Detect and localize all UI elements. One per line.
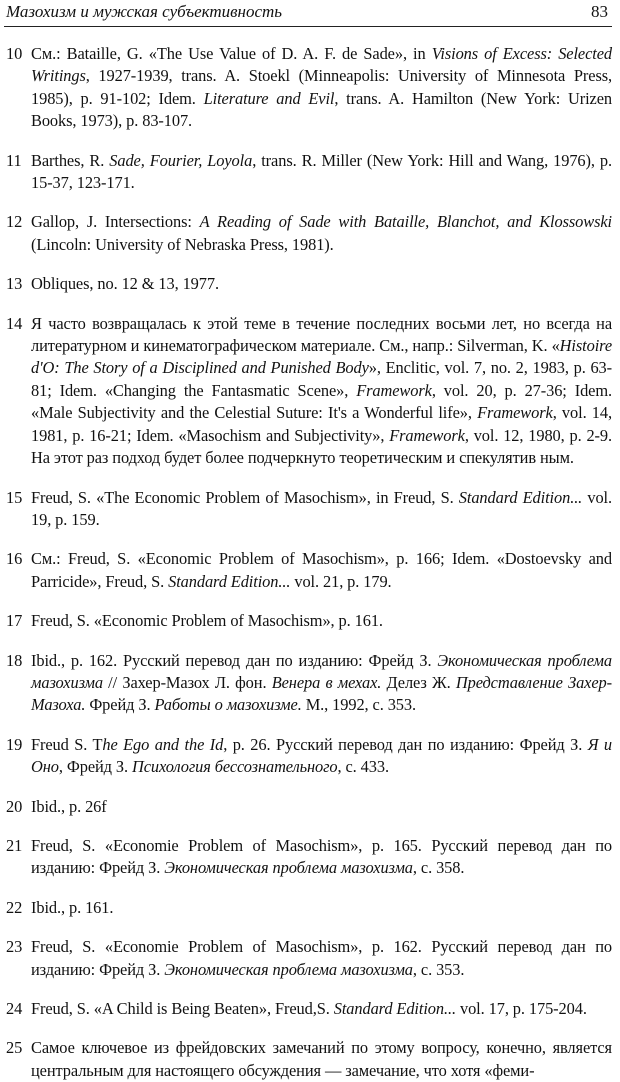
footnote-italic-segment: Framework (477, 403, 553, 423)
footnotes-list (4, 43, 612, 1082)
footnote-text (31, 999, 587, 1018)
footnote-text-segment: // Захер-Мазох Л. фон. (102, 672, 272, 692)
footnote-italic-segment: Sade, Fourier, Loyola (109, 150, 253, 170)
footnote-text-segment: Obliques, no. 12 & 13, 1977. (31, 274, 219, 294)
footnote-number: 22 (6, 897, 23, 917)
footnote-text-segment: Gallop, J. Intersections: (31, 212, 200, 232)
footnote-number: 11 (6, 150, 22, 170)
footnote-text-segment: , p. 26. Русский перевод дан по изданию: Фрейд З. (223, 734, 588, 754)
footnote-text-segment: Freud, S. «Economie Problem of Masochism», p. 165. Русский перевод дан по изданию: Фрейд З. (31, 835, 612, 878)
footnote-21 (4, 835, 612, 880)
footnote-text-segment: , vol. 20, p. 27-36; Idem. «Male Subjectivity and the Celestial Suture: It's a Wonderful life», (31, 380, 612, 423)
footnote-text-segment: Ibid., p. 161. (31, 897, 114, 917)
footnote-number: 12 (6, 212, 23, 232)
footnote-text (31, 937, 612, 978)
footnote-text-segment: Freud, S. «A Child is Being Beaten», Freud,S. (31, 999, 334, 1018)
footnote-italic-segment: Literature and Evil (203, 88, 335, 108)
footnote-italic-segment: Работы о мазохизме. (154, 695, 302, 715)
footnote-text-segment: Самое ключевое из фрейдовских замечаний по этому вопросу, конечно, является центральным для настоящего обсуждения — замечание, что хотя «феми- (31, 1038, 612, 1080)
footnote-italic-segment: Standard Edition... (333, 999, 456, 1018)
footnote-text-segment: , с. 433. (337, 757, 389, 777)
footnote-number: 25 (6, 1038, 23, 1058)
footnote-text (31, 836, 612, 877)
footnote-text-segment: Делез Ж. (381, 672, 456, 692)
footnote-text-segment: (Lincoln: University of Nebraska Press, 1981). (31, 234, 334, 254)
footnote-16 (4, 548, 612, 593)
footnote-15 (4, 487, 612, 532)
footnote-10 (4, 43, 612, 133)
page-number: 83 (591, 2, 608, 21)
footnote-number: 17 (6, 611, 23, 631)
footnote-19 (4, 734, 612, 779)
footnote-text-segment: См.: Bataille, G. «The Use Value of D. A. F. de Sade», in (31, 44, 432, 63)
footnote-text-segment: , с. 358. (412, 858, 465, 878)
footnote-number: 24 (6, 999, 23, 1018)
footnote-text-segment: Freud, S. «The Economic Problem of Masochism», in Freud, S. (31, 487, 459, 507)
footnote-text (31, 488, 612, 529)
footnote-italic-segment: Венера в мехах. (271, 672, 382, 692)
footnote-text-segment: », Enclitic, vol. 7, no. 2, 1983, p. 63-81; Idem. «Changing the Fantasmatic Scene», (31, 358, 612, 400)
footnote-18 (4, 650, 612, 717)
footnote-text (31, 212, 612, 253)
footnote-number: 13 (6, 274, 23, 294)
footnote-text-segment: См.: Freud, S. «Economic Problem of Masochism», p. 166; Idem. «Dostoevsky and Parricide», Freud, S. (31, 549, 612, 591)
footnote-12 (4, 211, 612, 256)
footnote-text (31, 274, 219, 293)
footnote-17 (4, 610, 612, 632)
footnote-25 (4, 1037, 612, 1082)
footnote-number: 10 (6, 44, 23, 63)
running-header-title: Мазохизм и мужская субъективность (6, 2, 283, 21)
footnote-text-segment: vol. 17, p. 175-204. (455, 999, 587, 1018)
footnote-text (31, 1038, 612, 1079)
footnote-italic-segment: Экономическая проблема мазохизма (164, 959, 413, 979)
footnote-text (31, 549, 612, 590)
footnote-italic-segment: Экономическая проблема мазохизма (31, 650, 613, 692)
footnote-text-segment: Freud, S. «Economic Problem of Masochism», p. 161. (31, 611, 383, 631)
footnote-text-segment: Ibid., p. 26f (31, 796, 107, 816)
footnote-text-segment: Ibid., p. 162. Русский перевод дан по изданию: Фрейд З. (31, 650, 438, 670)
footnote-text-segment: vol. 21, p. 179. (290, 571, 392, 591)
footnote-italic-segment: Психология бессознательного (132, 757, 338, 777)
footnote-italic-segment: A Reading of Sade with Bataille, Blanchot, and Klossowski (199, 212, 613, 232)
footnote-text (31, 611, 383, 630)
footnote-number: 16 (6, 549, 23, 569)
footnote-text-segment: , с. 353. (412, 959, 465, 979)
footnote-20 (4, 796, 612, 818)
footnote-text-segment: Я часто возвращалась к этой теме в течение последних восьми лет, но всегда на литературном и кинематографическом материале. См., напр.: Silverman, K. « (31, 313, 612, 356)
footnote-italic-segment: Экономическая проблема мазохизма (164, 858, 413, 878)
footnote-text-segment: Freud S. T (31, 734, 103, 754)
footnote-text-segment: vol. 19, p. 159. (31, 487, 613, 529)
footnote-italic-segment: Framework (389, 425, 465, 445)
footnote-24 (4, 998, 612, 1020)
footnote-text-segment: М., 1992, с. 353. (301, 695, 416, 715)
footnote-text-segment: , Фрейд З. (58, 757, 133, 777)
footnote-text (31, 151, 612, 192)
footnote-italic-segment: Я и Оно (31, 734, 612, 777)
footnote-text (31, 44, 612, 130)
footnote-italic-segment: Представление Захер-Мазоха. (31, 672, 612, 715)
footnote-number: 21 (6, 835, 23, 855)
footnote-text (31, 797, 107, 816)
footnote-text-segment: Фрейд З. (85, 695, 155, 715)
footnote-number: 23 (6, 937, 23, 957)
running-header (4, 0, 612, 27)
footnote-number: 20 (6, 796, 23, 816)
footnote-number: 18 (6, 650, 23, 670)
footnote-text (31, 898, 113, 917)
footnote-number: 19 (6, 734, 23, 754)
footnote-text-segment: , trans. A. Hamilton (New York: Urizen Books, 1973), p. 83-107. (31, 88, 612, 131)
footnote-number: 14 (6, 313, 23, 333)
footnote-text (31, 735, 612, 776)
footnote-italic-segment: Visions of Excess: Selected Writings (31, 44, 613, 86)
footnote-italic-segment: he Ego and the Id (102, 734, 224, 754)
footnote-13 (4, 273, 612, 295)
footnote-14 (4, 313, 612, 470)
footnote-text-segment: Barthes, R. (31, 150, 110, 170)
footnote-text-segment: Freud, S. «Economie Problem of Masochism», p. 162. Русский перевод дан по изданию: Фрейд З. (31, 937, 612, 979)
footnote-text-segment: , 1927-1939, trans. A. Stoekl (Minneapolis: University of Minnesota Press, 1985), p. 91-102; Idem. (31, 66, 612, 108)
footnote-text-segment: , vol. 14, 1981, p. 16-21; Idem. «Masochism and Subjectivity», (31, 403, 612, 445)
footnote-italic-segment: Histoire d'O: The Story of a Disciplined and Punished Body (31, 336, 612, 378)
footnote-11 (4, 150, 612, 195)
footnote-text-segment: , vol. 12, 1980, p. 2-9. На этот раз подход будет более подчеркнуто теоретическим и спекулятив ным. (31, 425, 612, 468)
footnote-text (31, 651, 612, 715)
footnote-italic-segment: Framework (356, 380, 432, 400)
footnote-number: 15 (6, 487, 23, 507)
footnote-text (31, 314, 612, 467)
footnote-italic-segment: Standard Edition... (168, 571, 291, 591)
footnote-text-segment: , trans. R. Miller (New York: Hill and Wang, 1976), p. 15-37, 123-171. (31, 150, 612, 193)
footnote-italic-segment: Standard Edition... (458, 487, 583, 507)
footnote-22 (4, 897, 612, 919)
footnote-23 (4, 936, 612, 981)
